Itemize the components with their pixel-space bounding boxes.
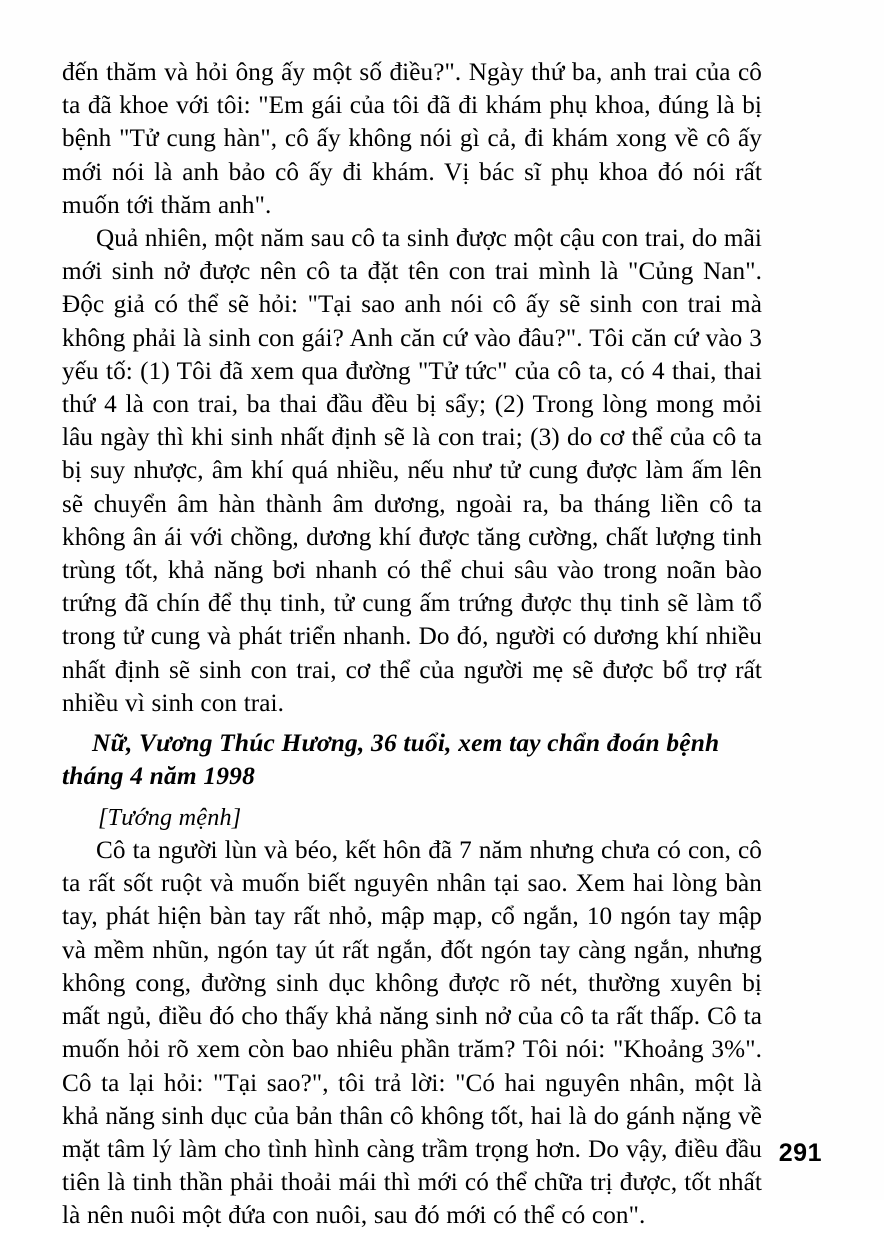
case-heading: Nữ, Vương Thúc Hương, 36 tuổi, xem tay chẩn đoán bệnh tháng 4 năm 1998 [62, 729, 720, 791]
section-label: [Tướng mệnh] [98, 803, 242, 831]
paragraph-continued: đến thăm và hỏi ông ấy một số điều?". Ngày thứ ba, anh trai của cô ta đã khoe với tôi: "Em gái của tôi đã đi khám phụ khoa, đúng là bị bệnh "Tử cung hàn", cô ấy không nói gì cả, đi khám xong về cô ấy mới nói là anh bảo cô ấy đi khám. Vị bác sĩ phụ khoa đó nói rất muốn tới thăm anh". [62, 59, 762, 219]
paragraph-case-body: Cô ta người lùn và béo, kết hôn đã 7 năm nhưng chưa có con, cô ta rất sốt ruột và muốn biết nguyên nhân tại sao. Xem hai lòng bàn tay, phát hiện bàn tay rất nhỏ, mập mạp, cổ ngắn, 10 ngón tay mập và mềm nhũn, ngón tay út rất ngắn, đốt ngón tay càng ngắn, nhưng không cong, đường sinh dục không được rõ nét, thường xuyên bị mất ngủ, điều đó cho thấy khả năng sinh nở của cô ta rất thấp. Cô ta muốn hỏi rõ xem còn bao nhiêu phần trăm? Tôi nói: "Khoảng 3%". Cô ta lại hỏi: "Tại sao?", tôi trả lời: "Có hai nguyên nhân, một là khả năng sinh dục của bản thân cô không tốt, hai là do gánh nặng về mặt tâm lý làm cho tình hình càng trầm trọng hơn. Do vậy, điều đầu tiên là tinh thần phải thoải mái thì mới có thể chữa trị được, tốt nhất là nên nuôi một đứa con nuôi, sau đó mới có thể có con". [62, 837, 762, 1230]
page-number: 291 [778, 1139, 822, 1167]
text-column [62, 56, 762, 1233]
paragraph-body: Quả nhiên, một năm sau cô ta sinh được một cậu con trai, do mãi mới sinh nở được nên cô ta đặt tên con trai mình là "Củng Nan". Độc giả có thể sẽ hỏi: "Tại sao anh nói cô ấy sẽ sinh con trai mà không phải là sinh con gái? Anh căn cứ vào đâu?". Tôi căn cứ vào 3 yếu tố: (1) Tôi đã xem qua đường "Tử tức" của cô ta, có 4 thai, thai thứ 4 là con trai, ba thai đầu đều bị sẩy; (2) Trong lòng mong mỏi lâu ngày thì khi sinh nhất định sẽ là con trai; (3) do cơ thể của cô ta bị suy nhược, âm khí quá nhiều, nếu như tử cung được làm ấm lên sẽ chuyển âm hàn thành âm dương, ngoài ra, ba tháng liền cô ta không ân ái với chồng, dương khí được tăng cường, chất lượng tinh trùng tốt, khả năng bơi nhanh có thể chui sâu vào trong noãn bào trứng đã chín để thụ tinh, tử cung ấm trứng được thụ tinh sẽ làm tổ trong tử cung và phát triển nhanh. Do đó, người có dương khí nhiều nhất định sẽ sinh con trai, cơ thể của người mẹ sẽ được bổ trợ rất nhiều vì sinh con trai. [62, 225, 762, 717]
